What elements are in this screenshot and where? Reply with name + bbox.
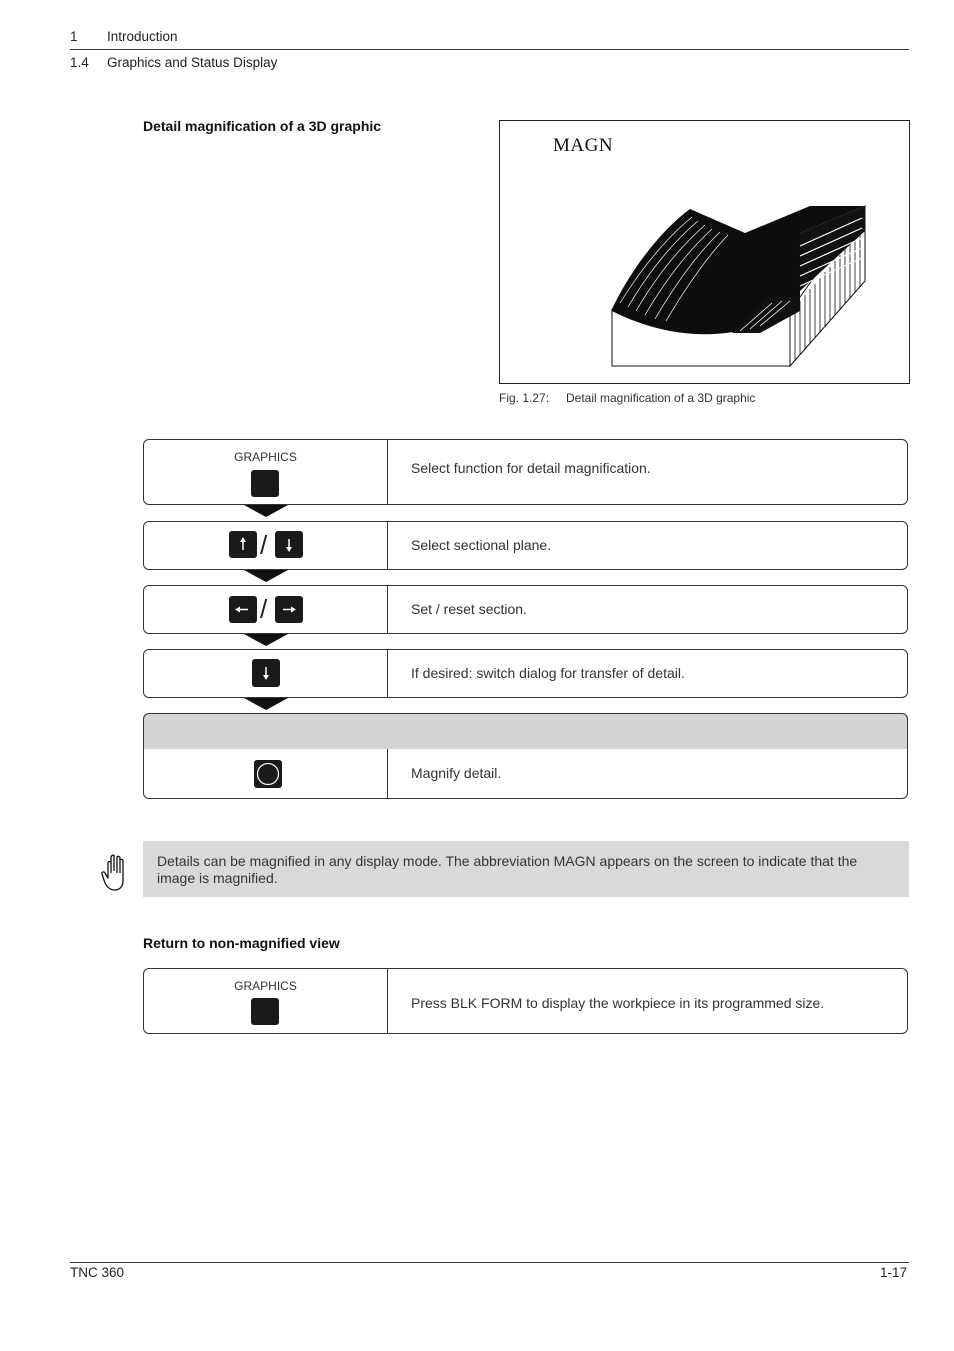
step-key-cell	[144, 969, 388, 1033]
magn-screen-label: MAGN	[553, 135, 614, 156]
gray-softkey-bar	[143, 713, 908, 750]
step-key-cell	[144, 586, 388, 633]
arrow-right-key[interactable]	[275, 596, 303, 623]
step-row-section	[143, 585, 908, 634]
chapter-number: 1	[70, 29, 78, 44]
footer-product: TNC 360	[70, 1265, 125, 1280]
step-description: Select sectional plane.	[411, 537, 552, 553]
circle-icon	[254, 760, 282, 788]
graphics-key-button[interactable]	[251, 998, 279, 1025]
slash-separator: /	[260, 530, 268, 560]
arrow-down-key[interactable]	[252, 659, 280, 687]
note-text: Details can be magnified in any display mode. The abbreviation MAGN appears on the screen to indicate that the image is magnified.	[157, 853, 858, 886]
arrow-left-icon	[229, 596, 257, 623]
step-row-magnify	[143, 749, 908, 799]
figure-caption-number: Fig. 1.27:	[499, 391, 550, 405]
step-row-blk-form	[143, 968, 908, 1034]
chapter-title: Introduction	[107, 29, 178, 44]
slash-separator: /	[260, 594, 268, 624]
arrow-down-icon	[275, 531, 303, 558]
circle-key[interactable]	[254, 760, 282, 788]
figure-caption-text: Detail magnification of a 3D graphic	[566, 391, 756, 405]
flow-arrow-down-icon	[244, 505, 288, 517]
step-row-transfer	[143, 649, 908, 698]
step-key-cell	[144, 650, 388, 697]
footer-rule	[70, 1262, 909, 1263]
section-heading-magnification: Detail magnification of a 3D graphic	[143, 118, 382, 134]
step-row-graphics	[143, 439, 908, 505]
arrow-down-icon	[252, 659, 280, 687]
step-description: Select function for detail magnification.	[411, 460, 651, 476]
graphics-key-label: GRAPHICS	[234, 450, 297, 464]
step-row-sectional-plane	[143, 521, 908, 570]
step-description: Magnify detail.	[411, 765, 502, 781]
flow-arrow-down-icon	[244, 698, 288, 710]
step-description: Press BLK FORM to display the workpiece in its programmed size.	[411, 995, 825, 1011]
step-key-cell	[144, 522, 388, 569]
arrow-up-icon	[229, 531, 257, 558]
section-heading-return: Return to non-magnified view	[143, 935, 340, 951]
step-description: If desired: switch dialog for transfer of detail.	[411, 665, 685, 681]
section-number: 1.4	[70, 55, 89, 70]
arrow-right-icon	[275, 596, 303, 623]
footer-page-number: 1-17	[880, 1265, 908, 1280]
step-key-cell	[144, 440, 388, 504]
header-rule	[70, 49, 909, 50]
section-title: Graphics and Status Display	[107, 55, 278, 70]
hand-pointing-icon	[100, 853, 128, 893]
flow-arrow-down-icon	[244, 570, 288, 582]
arrow-down-key[interactable]	[275, 531, 303, 558]
step-key-cell	[144, 749, 388, 798]
figure-3d-graphic	[499, 120, 910, 384]
arrow-up-key[interactable]	[229, 531, 257, 558]
step-description: Set / reset section.	[411, 601, 527, 617]
note-box	[143, 841, 909, 897]
graphics-key-label: GRAPHICS	[234, 979, 297, 993]
flow-arrow-down-icon	[244, 634, 288, 646]
arrow-left-key[interactable]	[229, 596, 257, 623]
graphics-key-button[interactable]	[251, 470, 279, 497]
magnified-workpiece-illustration	[500, 121, 909, 383]
